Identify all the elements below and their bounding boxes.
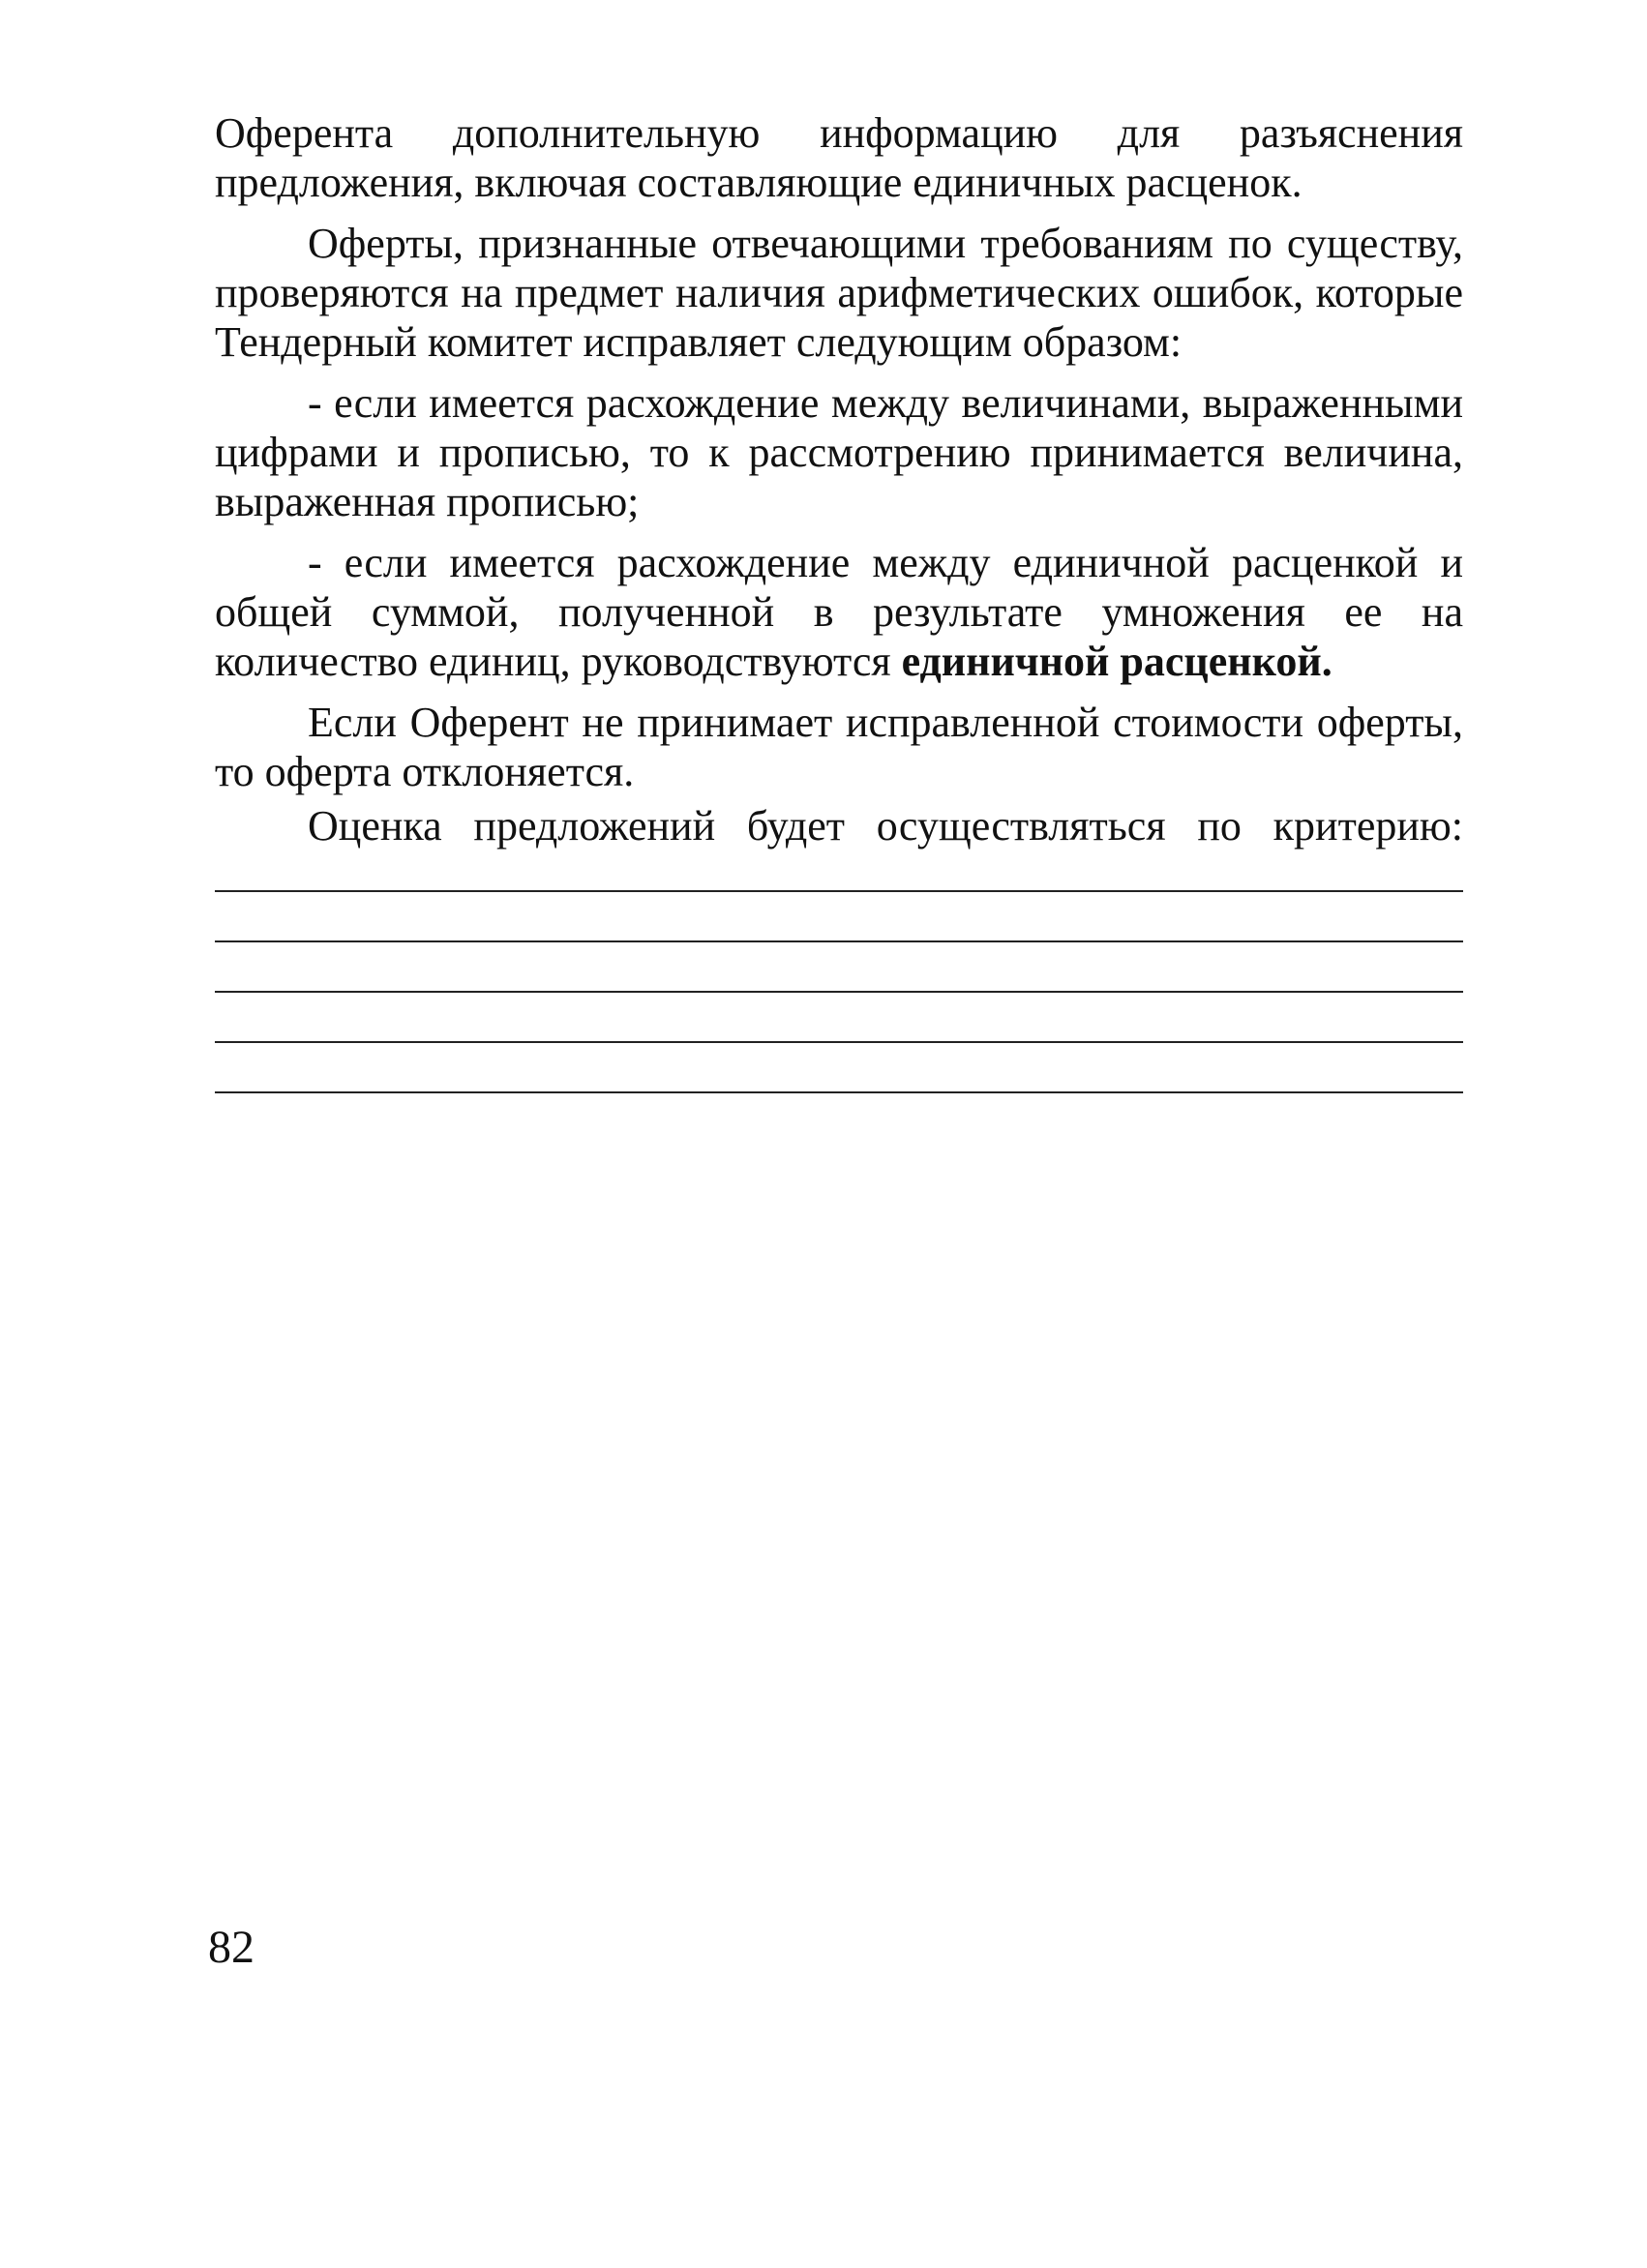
criteria-paragraph: Оценка предложений будет осуществляться по критерию: — [308, 802, 1463, 850]
paragraph-1: Оферента дополнительную информацию для разъяснения предложения, включая составляющие единичных расценок. — [215, 109, 1463, 206]
paragraph-2: Оферты, признанные отвечающими требованиям по существу, проверяются на предмет наличия арифметических ошибок, которые Тендерный комитет исправляет следующим образом: — [215, 220, 1463, 366]
paragraph-5: Если Оферент не принимает исправленной стоимости оферты, то оферта отклоняется. — [215, 699, 1463, 795]
paragraph-4 — [215, 538, 1463, 686]
blank-fill-line — [215, 1041, 1463, 1043]
blank-fill-line — [215, 991, 1463, 993]
blank-fill-line — [215, 890, 1463, 892]
blank-fill-line — [215, 940, 1463, 942]
blank-fill-line — [215, 1091, 1463, 1093]
body-text — [215, 108, 1463, 796]
paragraph-4-text: - если имеется расхождение между единичной расценкой и общей суммой, полученной в результате умножения ее на количество единиц, руководствуются — [215, 539, 1463, 685]
paragraph-4-bold: единичной расценкой. — [901, 638, 1333, 685]
paragraph-3: - если имеется расхождение между величинами, выраженными цифрами и прописью, то к рассмотрению принимается величина, выраженная прописью; — [215, 379, 1463, 525]
page-number: 82 — [208, 1922, 255, 1973]
